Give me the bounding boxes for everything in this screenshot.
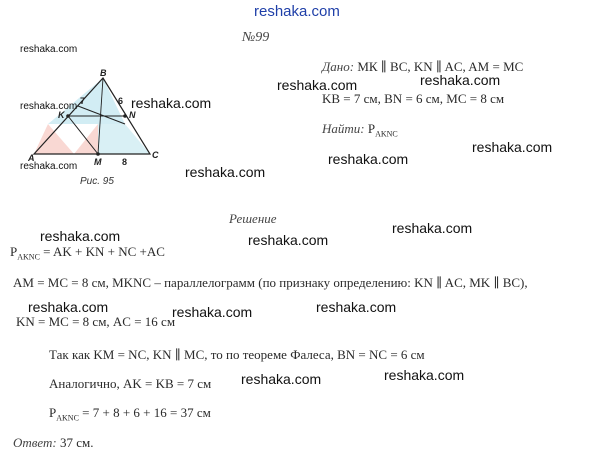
given-line1: МК ∥ ВС, KN ∥ AC, AM = MC <box>357 59 524 74</box>
watermark: reshaka.com <box>172 304 253 320</box>
find-label: Найти: <box>322 121 365 136</box>
answer-value: 37 см. <box>56 435 94 450</box>
watermark: reshaka.com <box>277 77 358 93</box>
watermark: reshaka.com <box>131 95 212 111</box>
label-a: A <box>28 153 35 163</box>
solution-line6-rest: = 7 + 8 + 6 + 16 = 37 см <box>78 405 211 420</box>
label-c: C <box>152 150 159 160</box>
given-line2: KB = 7 см, BN = 6 см, МС = 8 см <box>322 91 505 106</box>
solution-line1-main: P <box>10 244 18 259</box>
answer-label: Ответ: <box>13 435 57 450</box>
watermark: reshaka.com <box>241 371 322 387</box>
answer-line <box>13 435 94 451</box>
watermark: reshaka.com <box>40 228 121 244</box>
solution-line1 <box>10 244 165 262</box>
solution-line6-sub: AKNC <box>56 413 79 423</box>
value-bn: 6 <box>118 96 124 106</box>
site-header[interactable]: reshaka.com <box>254 3 340 20</box>
solution-line4: Так как KM = NC, KN ∥ MC, то по теореме Фалеса, BN = NC = 6 см <box>49 347 425 362</box>
find-value-sub: AKNC <box>375 129 398 139</box>
shaded-left <box>34 124 74 154</box>
figure-caption: Рис. 95 <box>80 176 114 187</box>
label-k: K <box>58 110 65 120</box>
label-b: B <box>100 68 107 78</box>
watermark: reshaka.com <box>316 299 397 315</box>
watermark: reshaka.com <box>392 220 473 236</box>
solution-line6 <box>49 405 211 423</box>
point-n <box>123 114 127 118</box>
watermark: reshaka.com <box>384 367 465 383</box>
solution-line1-rest: = AK + KN + NC +AC <box>39 244 165 259</box>
find-value-main: P <box>367 121 376 136</box>
value-kb: 7 <box>80 96 86 106</box>
solution-line5: Аналогично, AK = KB = 7 см <box>49 376 212 391</box>
watermark: reshaka.com <box>472 139 553 155</box>
watermark: reshaka.com <box>28 299 109 315</box>
value-mc: 8 <box>122 157 128 167</box>
solution-line6-main: P <box>49 405 57 420</box>
label-n: N <box>129 110 136 120</box>
solution-line2: AM = MC = 8 см, MKNC – параллелограмм (по признаку определению: KN ∥ AC, MK ∥ BC), <box>13 275 528 290</box>
solution-line1-sub: AKNC <box>17 252 40 262</box>
find-value <box>367 121 398 139</box>
problem-number: №99 <box>242 30 270 45</box>
find-block <box>322 121 398 139</box>
point-k <box>66 114 70 118</box>
watermark: reshaka.com <box>20 101 78 112</box>
solution-line3: KN = MC = 8 см, AC = 16 см <box>16 314 176 329</box>
watermark: reshaka.com <box>328 151 409 167</box>
watermark: reshaka.com <box>20 44 78 55</box>
solution-heading: Решение <box>229 211 277 226</box>
given-label: Дано: <box>322 59 355 74</box>
shaded-bottom-right <box>98 124 150 154</box>
watermark: reshaka.com <box>185 164 266 180</box>
point-m <box>96 152 100 156</box>
watermark: reshaka.com <box>420 72 501 88</box>
label-m: M <box>94 157 102 167</box>
watermark: reshaka.com <box>20 161 78 172</box>
watermark: reshaka.com <box>248 232 329 248</box>
